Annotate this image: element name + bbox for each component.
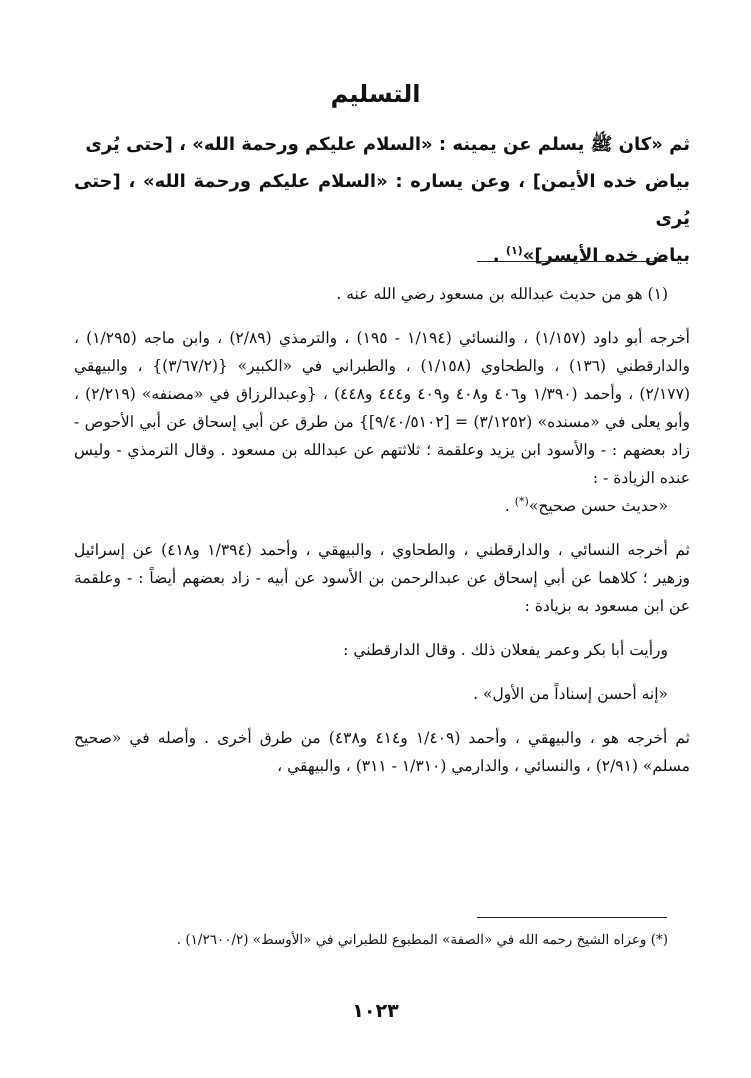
note-paragraph-3: ثم أخرجه هو ، والبيهقي ، وأحمد (١/٤٠٩ و٤١٤ و٤٣٨) من طرق أخرى . وأصله في «صحيح مسلم» (٢/٩١) ، والنسائي ، والدارمي (١/٣١٠ - ٣١١) ، والبيهقي ، xyxy=(74,729,690,775)
note-quote-1-end: . xyxy=(504,497,515,515)
note-quote-1 xyxy=(74,492,690,520)
secondary-footnote-text: (*) وعزاه الشيخ رحمه الله في «الصفة» المطبوع للطبراني في «الأوسط» (١/٢٦٠٠/٢) . xyxy=(176,932,668,948)
note-addition: ورأيت أبا بكر وعمر يفعلان ذلك . وقال الدارقطني : xyxy=(343,641,668,659)
main-text xyxy=(74,126,690,274)
note-quote-1-text: «حديث حسن صحيح» xyxy=(528,497,668,515)
note-1-heading: (١) هو من حديث عبدالله بن مسعود رضي الله عنه . xyxy=(336,285,668,303)
main-line-3 xyxy=(74,237,690,274)
note-quote-2: «إنه أحسن إسناداً من الأول» . xyxy=(473,685,668,703)
main-line-2: بياض خده الأيمن] ، وعن يساره : «السلام عليكم ورحمة الله» ، [حتى يُرى xyxy=(74,171,690,229)
page-number: ١٠٢٣ xyxy=(352,1000,399,1022)
main-line-3-text: بياض خده الأيسر]» xyxy=(522,245,690,266)
footnotes-block xyxy=(74,280,690,780)
secondary-footnote-divider xyxy=(477,917,667,918)
page-title: التسليم xyxy=(330,80,421,108)
note-paragraph-2: ثم أخرجه النسائي ، والدارقطني ، والطحاوي ، والبيهقي ، وأحمد (١/٣٩٤ و٤١٨) عن إسرائيل وزهير ؛ كلاهما عن أبي إسحاق عن عبدالرحمن بن الأسود عن أبيه - زاد بعضهم أيضاً : - وعلقمة عن ابن مسعود به بزيادة : xyxy=(74,541,690,615)
footnote-ref-star: (*) xyxy=(514,494,529,508)
main-line-3-end: . xyxy=(492,245,506,266)
secondary-footnote xyxy=(74,928,690,952)
footnote-divider xyxy=(477,261,667,262)
main-line-1: ثم «كان ﷺ يسلم عن يمينه : «السلام عليكم ورحمة الله» ، [حتى يُرى xyxy=(85,134,690,155)
note-paragraph-1: أخرجه أبو داود (١/١٥٧) ، والنسائي (١/١٩٤ - ١٩٥) ، والترمذي (٢/٨٩) ، وابن ماجه (١/٢٩٥) ، والدارقطني (١٣٦) ، والطحاوي (١/١٥٨) ، والطبراني في «الكبير» {(٣/٦٧/٢)} ، والبيهقي (٢/١٧٧) ، وأحمد (١/٣٩٠ و٤٠٦ و٤٠٨ و٤٠٩ و٤٤٤ و٤٤٨) ، {وعبدالرزاق في «مصنفه» (٢/٢١٩) ، وأبو يعلى في «مسنده» (٣/١٢٥٢) = [٩/٤٠/٥١٠٢]} من طرق عن أبي إسحاق عن أبي الأحوص - زاد بعضهم : - والأسود ابن يزيد وعلقمة ؛ ثلاثتهم عن عبدالله بن مسعود . وقال الترمذي - وليس عنده الزيادة - : xyxy=(74,329,691,487)
footnote-ref-1: (١) xyxy=(505,244,523,257)
